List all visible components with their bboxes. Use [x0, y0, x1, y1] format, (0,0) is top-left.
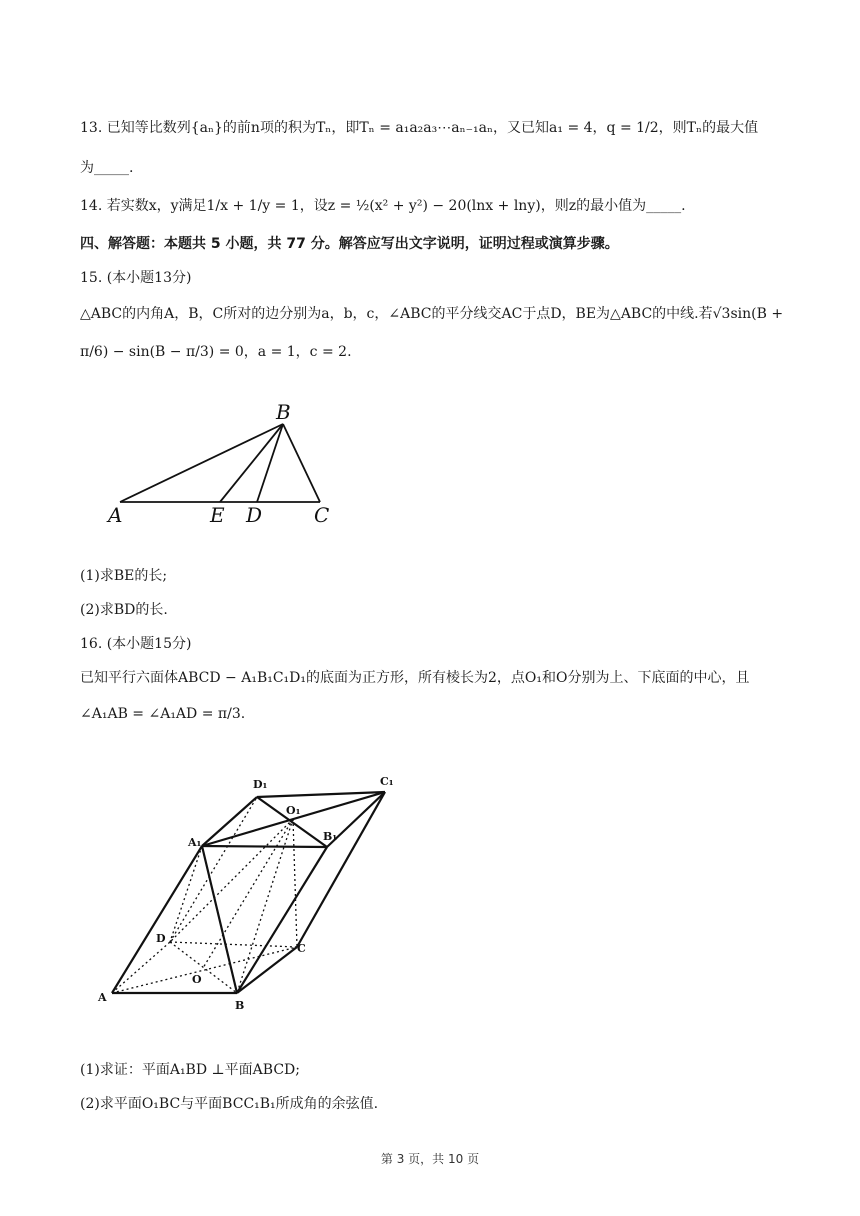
label-A: A — [98, 991, 107, 1004]
q15-line1: △ABC的内角A，B，C所对的边分别为a，b，c，∠ABC的平分线交AC于点D，BE为△ABC的中线.若√3sin(B + — [80, 306, 784, 322]
label-O1: O₁ — [286, 804, 301, 817]
label-B: B — [276, 400, 291, 424]
q16-part2: (2)求平面O₁BC与平面BCC₁B₁所成角的余弦值. — [80, 1096, 379, 1112]
q15-part2: (2)求BD的长. — [80, 602, 168, 618]
label-C1: C₁ — [380, 775, 394, 788]
q15-part1: (1)求BE的长; — [80, 568, 168, 584]
q13-line2: 为_____. — [80, 160, 134, 176]
q14-line1: 14. 若实数x，y满足1/x + 1/y = 1，设z = ½(x² + y²) − 20(lnx + lny)，则z的最小值为_____. — [80, 198, 686, 214]
parallelepiped-figure — [90, 770, 420, 1020]
section-heading: 四、解答题：本题共 5 小题，共 77 分。解答应写出文字说明，证明过程或演算步骤。 — [80, 236, 619, 252]
q15-line2: π/6) − sin(B − π/3) = 0，a = 1，c = 2. — [80, 344, 352, 360]
label-A: A — [108, 503, 123, 527]
page-footer: 第 3 页，共 10 页 — [380, 1152, 480, 1166]
label-D: D — [156, 932, 166, 945]
label-B1: B₁ — [323, 830, 338, 843]
label-D1: D₁ — [253, 778, 268, 791]
label-O: O — [192, 973, 202, 986]
label-D: D — [246, 503, 263, 527]
label-B: B — [235, 999, 245, 1012]
q15-title: 15. (本小题13分) — [80, 270, 192, 286]
label-C: C — [297, 942, 306, 955]
triangle-figure — [100, 398, 350, 530]
label-E: E — [210, 503, 225, 527]
q16-line1: 已知平行六面体ABCD − A₁B₁C₁D₁的底面为正方形，所有棱长为2，点O₁和O分别为上、下底面的中心，且 — [80, 670, 750, 686]
label-C: C — [314, 503, 330, 527]
q13-line1: 13. 已知等比数列{aₙ}的前n项的积为Tₙ，即Tₙ = a₁a₂a₃⋯aₙ₋₁aₙ，又已知a₁ = 4，q = 1/2，则Tₙ的最大值 — [80, 120, 759, 136]
label-A1: A₁ — [188, 836, 202, 849]
q16-part1: (1)求证：平面A₁BD ⊥平面ABCD; — [80, 1062, 300, 1078]
q16-title: 16. (本小题15分) — [80, 636, 192, 652]
q16-line2: ∠A₁AB = ∠A₁AD = π/3. — [80, 706, 246, 722]
